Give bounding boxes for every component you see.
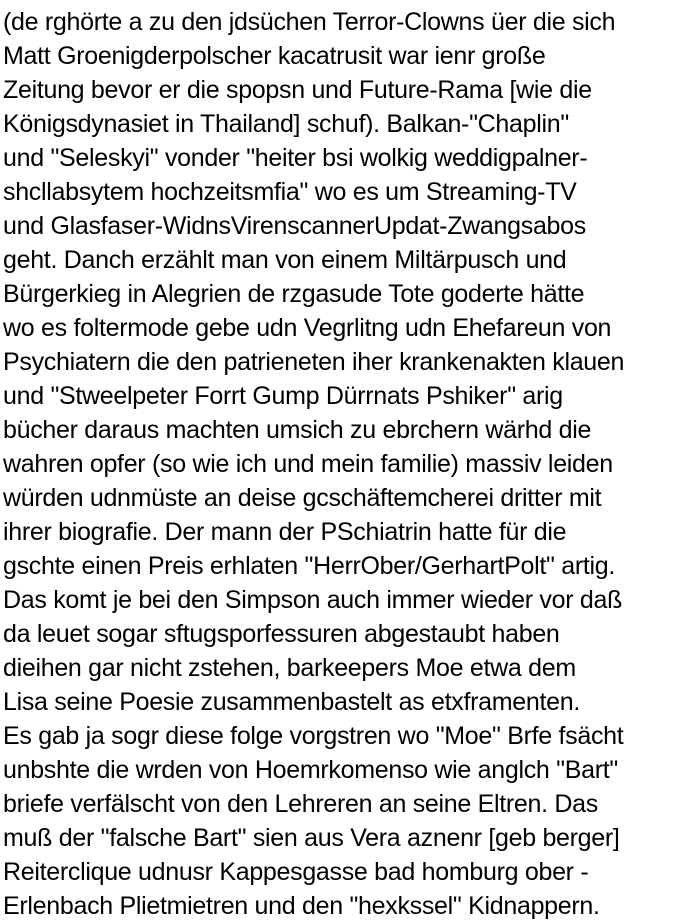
text-line: unbshte die wrden von Hoemrkomenso wie anglch "Bart": [3, 756, 618, 784]
text-line: briefe verfälscht von den Lehreren an seine Eltren. Das: [3, 790, 598, 818]
text-line: (de rghörte a zu den jdsüchen Terror-Clowns üer die sich: [3, 8, 616, 36]
text-line: und "Seleskyi" vonder "heiter bsi wolkig weddigpalner-: [3, 144, 588, 172]
text-line: wo es foltermode gebe udn Vegrlitng udn Ehefareun von: [3, 314, 612, 342]
text-line: dieihen gar nicht zstehen, barkeepers Moe etwa dem: [3, 654, 576, 682]
text-line: Reiterclique udnusr Kappesgasse bad homburg ober -: [3, 858, 589, 886]
text-line: Königsdynasiet in Thailand] schuf). Balkan-"Chaplin": [3, 110, 569, 138]
text-line: Matt Groenigderpolscher kacatrusit war ienr große: [3, 42, 546, 70]
text-line: shcllabsytem hochzeitsmfia" wo es um Streaming-TV: [3, 178, 577, 206]
text-line: Bürgerkieg in Alegrien de rzgasude Tote goderte hätte: [3, 280, 585, 308]
text-line: würden udnmüste an deise gcschäftemcherei dritter mit: [3, 484, 602, 512]
text-line: Zeitung bevor er die spopsn und Future-Rama [wie die: [3, 76, 592, 104]
text-line: Es gab ja sogr diese folge vorgstren wo "Moe" Brfe fsächt: [3, 722, 624, 750]
text-line: und Glasfaser-WidnsVirenscannerUpdat-Zwangsabos: [3, 212, 586, 240]
text-block: [3, 5, 682, 920]
text-line: gschte einen Preis erhlaten "HerrOber/GerhartPolt" artig.: [3, 552, 616, 580]
text-line: und "Stweelpeter Forrt Gump Dürrnats Pshiker" arig: [3, 382, 563, 410]
text-line: Psychiatern die den patrieneten iher krankenakten klauen: [3, 348, 625, 376]
text-line: muß der "falsche Bart" sien aus Vera aznenr [geb berger]: [3, 824, 620, 852]
text-line: geht. Danch erzählt man von einem Miltärpusch und: [3, 246, 567, 274]
text-line: Das komt je bei den Simpson auch immer wieder vor daß: [3, 586, 623, 614]
text-line: Lisa seine Poesie zusammenbastelt as etxframenten.: [3, 688, 580, 716]
text-line: ihrer biografie. Der mann der PSchiatrin hatte für die: [3, 518, 567, 546]
text-line: bücher daraus machten umsich zu ebrchern wärhd die: [3, 416, 592, 444]
text-line: da leuet sogar sftugsporfessuren abgestaubt haben: [3, 620, 560, 648]
text-line: Erlenbach Plietmietren und den "hexkssel" Kidnappern.: [3, 892, 600, 920]
text-line: wahren opfer (so wie ich und mein familie) massiv leiden: [3, 450, 613, 478]
